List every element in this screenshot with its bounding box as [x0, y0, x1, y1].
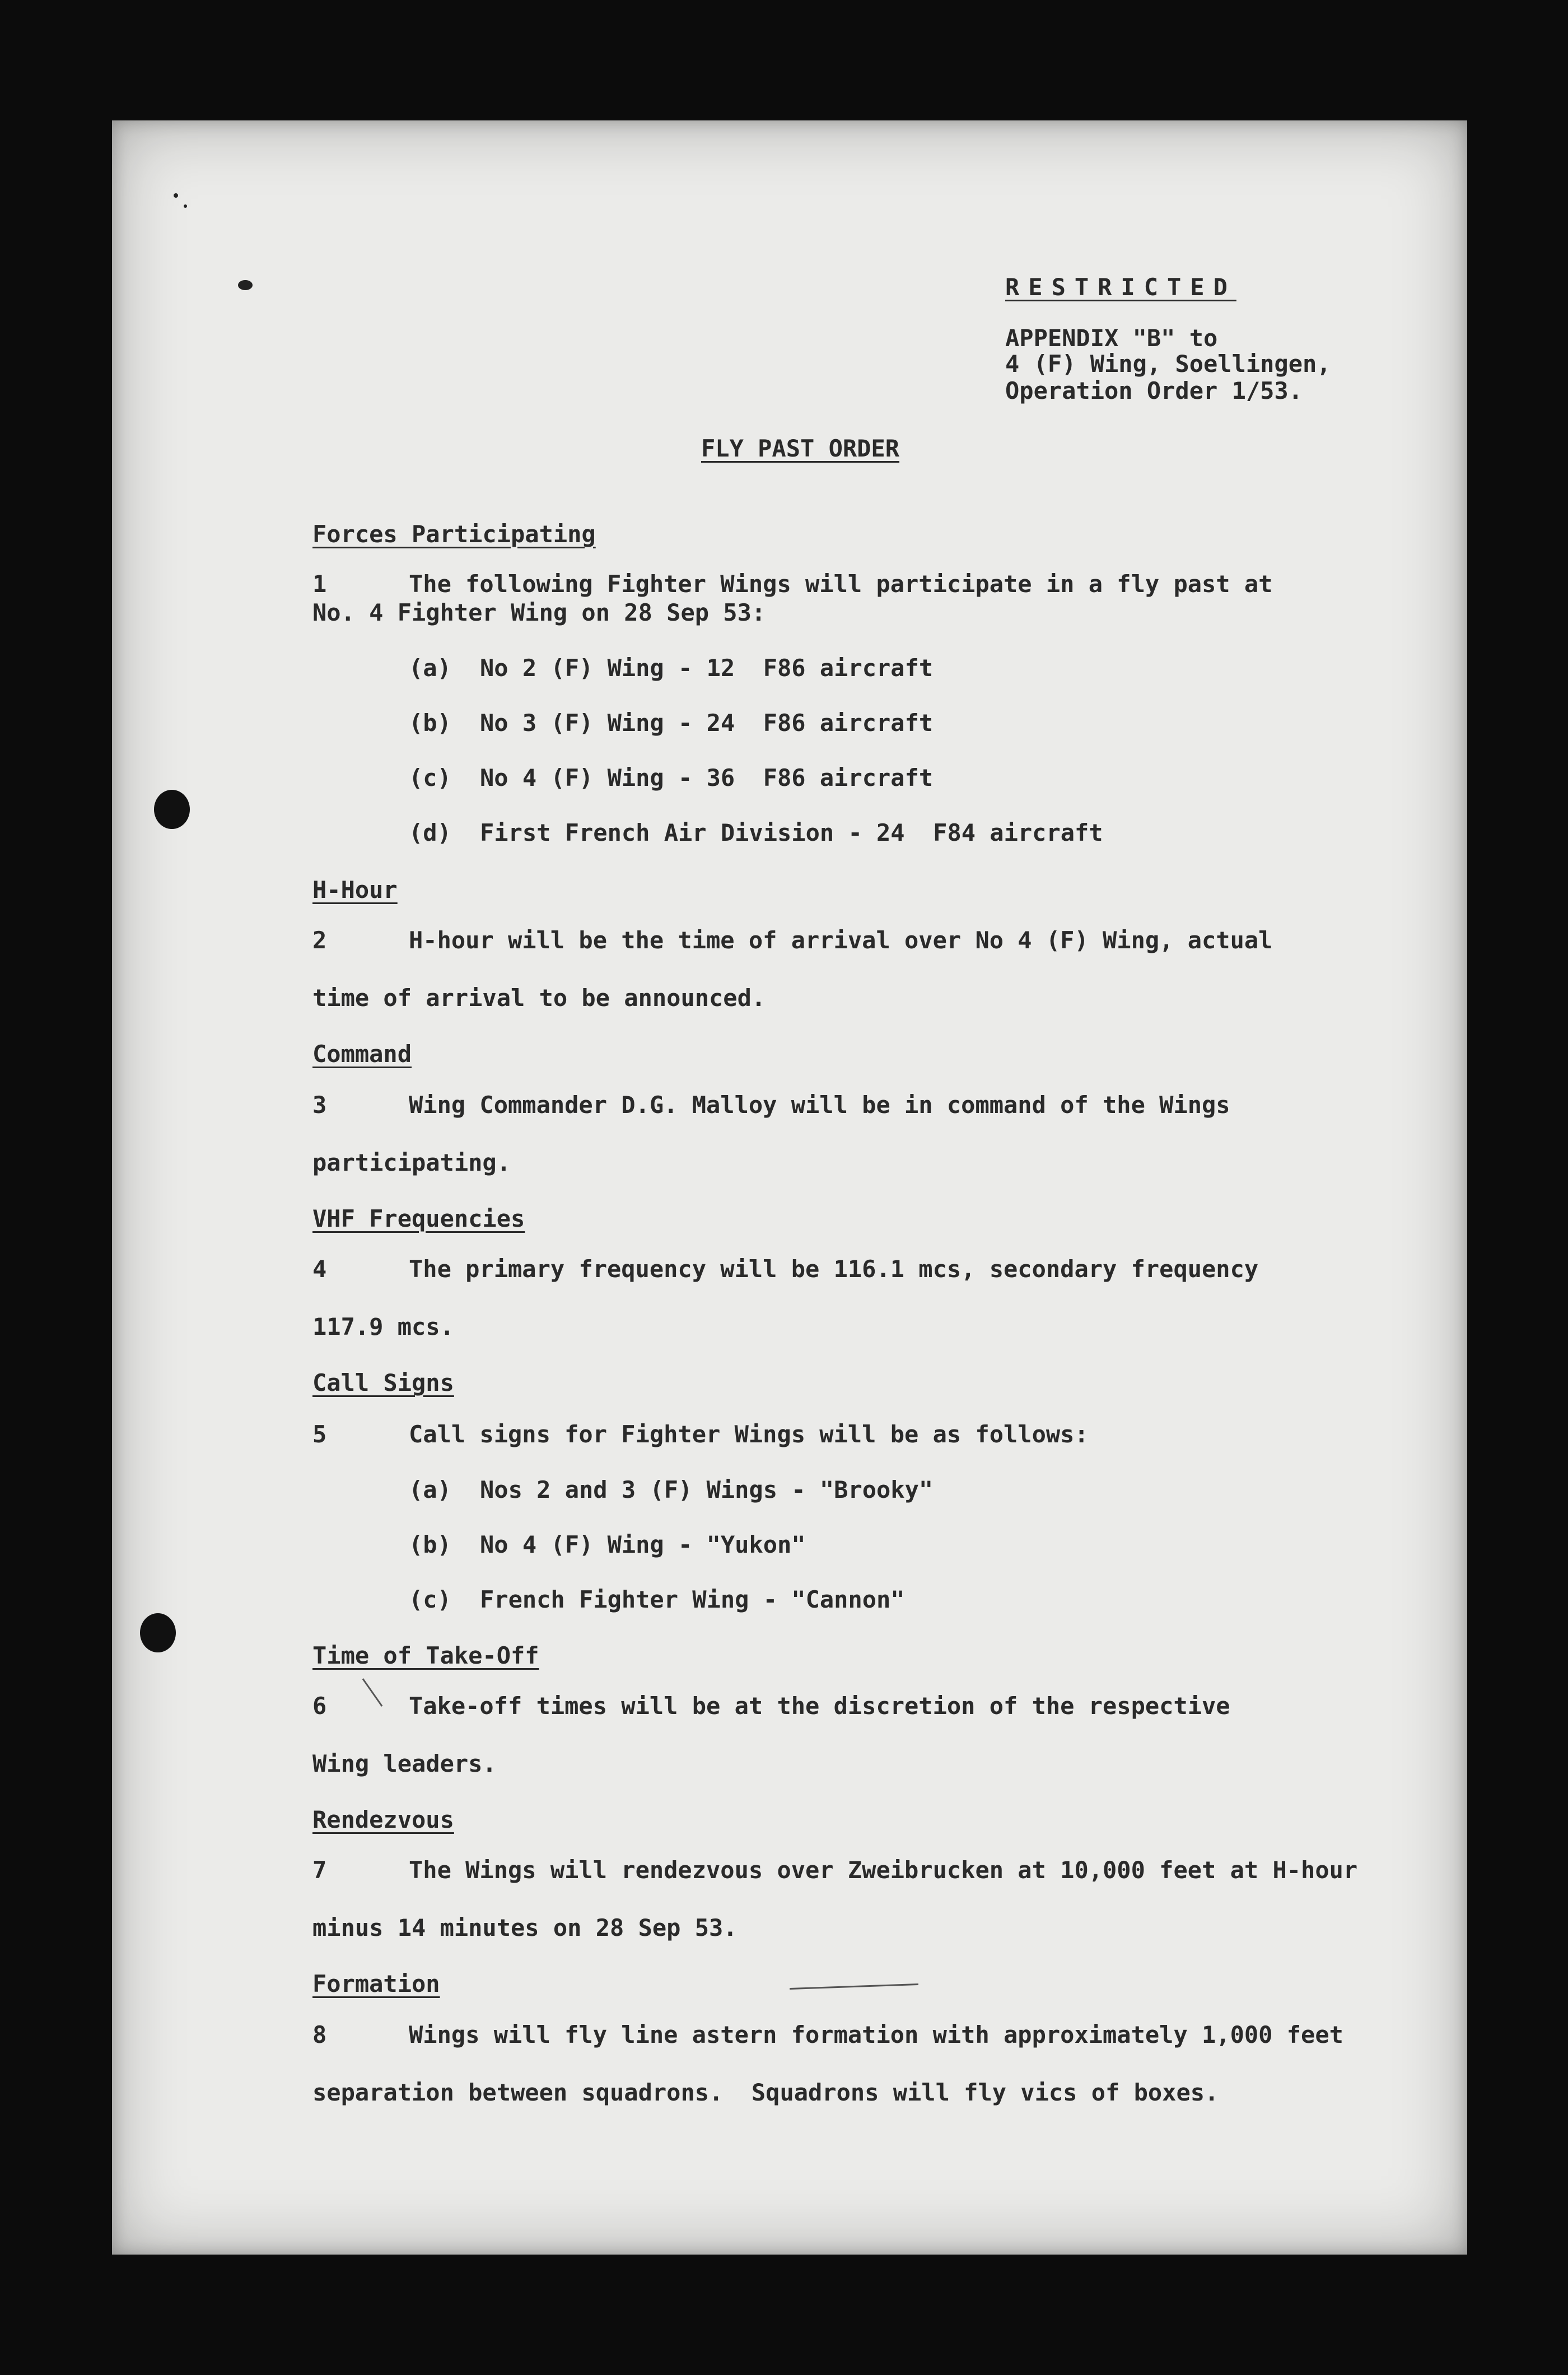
- section-text: Wing leaders.: [312, 1750, 497, 1777]
- section-text: The following Fighter Wings will participate in a fly past at: [409, 570, 1273, 598]
- punch-hole: [140, 1613, 176, 1652]
- list-item-text: No 3 (F) Wing - 24 F86 aircraft: [480, 709, 934, 737]
- section-heading: Call Signs: [312, 1369, 454, 1396]
- section-number: 2: [312, 926, 327, 954]
- list-item-label: (c): [409, 764, 451, 791]
- section-text: The primary frequency will be 116.1 mcs, secondary frequency: [409, 1255, 1259, 1283]
- section-heading: Formation: [312, 1970, 440, 1997]
- section-text: The Wings will rendezvous over Zweibrucken at 10,000 feet at H-hour: [409, 1856, 1358, 1884]
- section-text: time of arrival to be announced.: [312, 984, 766, 1012]
- section-number: 8: [312, 2021, 327, 2048]
- ink-speck: [174, 193, 178, 198]
- list-item-label: (b): [409, 709, 451, 737]
- section-heading: H-Hour: [312, 876, 398, 904]
- section-text: minus 14 minutes on 28 Sep 53.: [312, 1914, 738, 1941]
- classification-marking: RESTRICTED: [1005, 273, 1236, 301]
- pencil-mark: [362, 1678, 383, 1707]
- list-item-text: No 4 (F) Wing - "Yukon": [480, 1531, 806, 1558]
- punch-hole: [154, 790, 190, 829]
- section-number: 6: [312, 1692, 327, 1720]
- document-title: FLY PAST ORDER: [701, 435, 900, 462]
- list-item-text: No 2 (F) Wing - 12 F86 aircraft: [480, 654, 934, 682]
- list-item-label: (a): [409, 654, 451, 682]
- section-text: Take-off times will be at the discretion of the respective: [409, 1692, 1230, 1720]
- ink-speck: [184, 204, 187, 208]
- section-number: 3: [312, 1091, 327, 1119]
- section-text: participating.: [312, 1149, 511, 1176]
- appendix-line-1: APPENDIX "B" to: [1005, 324, 1218, 352]
- section-heading: Time of Take-Off: [312, 1642, 539, 1669]
- pencil-mark: [790, 1983, 918, 1990]
- list-item-label: (a): [409, 1476, 451, 1503]
- section-number: 4: [312, 1255, 327, 1283]
- section-text: Wing Commander D.G. Malloy will be in command of the Wings: [409, 1091, 1230, 1119]
- ink-speck: [238, 280, 253, 290]
- section-heading: VHF Frequencies: [312, 1205, 525, 1232]
- list-item-text: First French Air Division - 24 F84 aircraft: [480, 819, 1103, 846]
- section-text: H-hour will be the time of arrival over No 4 (F) Wing, actual: [409, 926, 1273, 954]
- section-text: No. 4 Fighter Wing on 28 Sep 53:: [312, 599, 766, 626]
- section-text: separation between squadrons. Squadrons will fly vics of boxes.: [312, 2079, 1219, 2106]
- list-item-label: (d): [409, 819, 451, 846]
- list-item-label: (b): [409, 1531, 451, 1558]
- list-item-text: No 4 (F) Wing - 36 F86 aircraft: [480, 764, 934, 791]
- section-heading: Rendezvous: [312, 1806, 454, 1833]
- section-number: 5: [312, 1421, 327, 1448]
- section-number: 7: [312, 1856, 327, 1884]
- list-item-text: French Fighter Wing - "Cannon": [480, 1586, 905, 1613]
- section-heading: Forces Participating: [312, 520, 596, 548]
- list-item-label: (c): [409, 1586, 451, 1613]
- appendix-line-3: Operation Order 1/53.: [1005, 377, 1303, 404]
- section-text: 117.9 mcs.: [312, 1313, 454, 1340]
- document-page: [112, 120, 1467, 2255]
- section-text: Wings will fly line astern formation with approximately 1,000 feet: [409, 2021, 1343, 2048]
- section-number: 1: [312, 570, 327, 598]
- section-heading: Command: [312, 1040, 412, 1068]
- section-text: Call signs for Fighter Wings will be as follows:: [409, 1421, 1089, 1448]
- appendix-line-2: 4 (F) Wing, Soellingen,: [1005, 350, 1331, 378]
- list-item-text: Nos 2 and 3 (F) Wings - "Brooky": [480, 1476, 934, 1503]
